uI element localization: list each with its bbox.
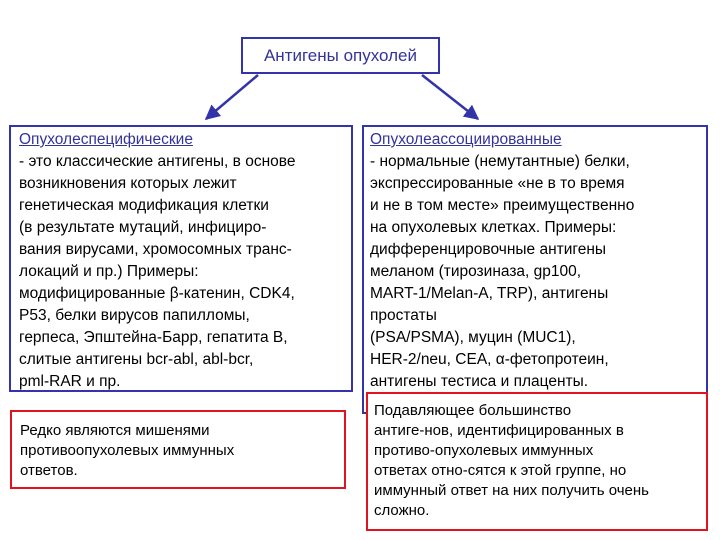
text-line: герпеса, Эпштейна-Барр, гепатита В, bbox=[19, 329, 288, 346]
text-line: MART-1/Melan-A, TRP), антигены bbox=[370, 285, 609, 302]
note-line: иммунный ответ на них получить очень bbox=[374, 482, 649, 499]
note-line: противоопухолевых иммунных bbox=[20, 442, 235, 459]
note-left-box bbox=[10, 410, 346, 489]
text-line: - это классические антигены, в основе bbox=[19, 153, 296, 170]
text-line: экспрессированные «не в то время bbox=[370, 175, 625, 192]
text-line: вания вирусами, хромосомных транс- bbox=[19, 241, 292, 258]
text-line: - нормальные (немутантные) белки, bbox=[370, 153, 630, 170]
note-line: сложно. bbox=[374, 502, 430, 519]
note-line: Редко являются мишенями bbox=[20, 422, 210, 439]
text-line: pml-RAR и пр. bbox=[19, 373, 121, 390]
text-line: HER-2/neu, CEA, α-фетопротеин, bbox=[370, 351, 609, 368]
note-line: ответов. bbox=[20, 462, 78, 479]
text-line: (в результате мутаций, инфициро- bbox=[19, 219, 267, 236]
diagram-title: Антигены опухолей bbox=[263, 46, 418, 65]
tumor-specific-heading: Опухолеспецифические bbox=[19, 131, 193, 148]
tumor-specific-box bbox=[9, 125, 353, 392]
tumor-associated-box bbox=[362, 125, 708, 414]
text-line: возникновения которых лежит bbox=[19, 175, 237, 192]
note-line: ответах отно-сятся к этой группе, но bbox=[374, 462, 627, 479]
text-line: слитые антигены bcr-abl, abl-bcr, bbox=[19, 351, 254, 368]
text-line: меланом (тирозиназа, gp100, bbox=[370, 263, 582, 280]
text-line: на опухолевых клетках. Примеры: bbox=[370, 219, 617, 236]
note-line: Подавляющее большинство bbox=[374, 402, 572, 419]
text-line: и не в том месте» преимущественно bbox=[370, 197, 635, 214]
note-right-box bbox=[366, 392, 708, 531]
tumor-associated-heading: Опухолеассоциированные bbox=[370, 131, 562, 148]
arrow-left bbox=[206, 75, 258, 119]
text-line: дифференцировочные антигены bbox=[370, 241, 607, 258]
note-line: противо-опухолевых иммунных bbox=[374, 442, 594, 459]
title-box bbox=[241, 37, 440, 74]
arrow-right bbox=[422, 75, 478, 119]
text-line: генетическая модификация клетки bbox=[19, 197, 269, 214]
text-line: модифицированные β-катенин, CDK4, bbox=[19, 285, 295, 302]
note-line: антиге-нов, идентифицированных в bbox=[374, 422, 624, 439]
text-line: простаты bbox=[370, 307, 437, 324]
text-line: антигены тестиса и плаценты. bbox=[370, 373, 589, 390]
text-line: (PSA/PSMA), муцин (MUC1), bbox=[370, 329, 576, 346]
text-line: локаций и пр.) Примеры: bbox=[19, 263, 199, 280]
text-line: P53, белки вирусов папилломы, bbox=[19, 307, 250, 324]
